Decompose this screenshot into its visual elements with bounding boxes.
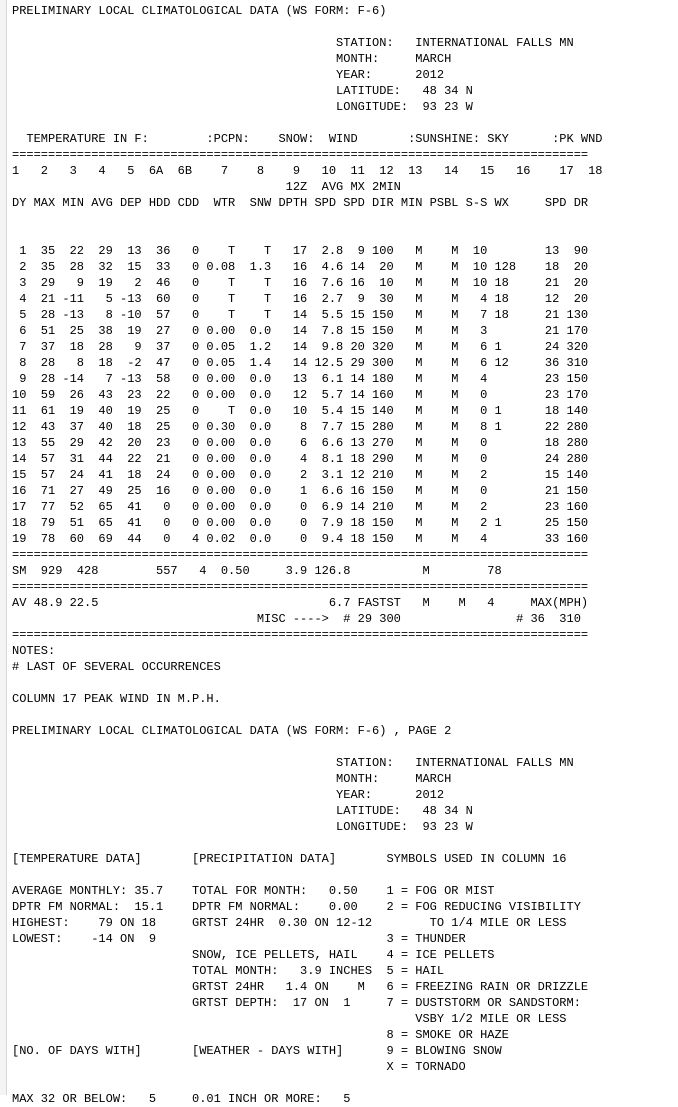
blank-line	[12, 227, 603, 243]
report-line: 11 61 19 40 19 25 0 T 0.0 10 5.4 15 140 M M 0 1 18 140	[12, 404, 589, 418]
report-line: TOTAL MONTH: 3.9 INCHES 5 = HAIL	[12, 964, 445, 978]
report-line: STATION: INTERNATIONAL FALLS MN	[12, 36, 574, 50]
report-line: 5 28 -13 8 -10 57 0 T T 14 5.5 15 150 M M 7 18 21 130	[12, 308, 589, 322]
report-line: 12 43 37 40 18 25 0 0.30 0.0 8 7.7 15 280 M M 8 1 22 280	[12, 420, 589, 434]
report-line: LONGITUDE: 93 23 W	[12, 820, 473, 834]
report-line: 10 59 26 43 23 22 0 0.00 0.0 12 5.7 14 160 M M 0 23 170	[12, 388, 589, 402]
blank-line	[12, 211, 603, 227]
report-line: GRTST 24HR 1.4 ON M 6 = FREEZING RAIN OR DRIZZLE	[12, 980, 589, 994]
report-line: AV 48.9 22.5 6.7 FASTST M M 4 MAX(MPH)	[12, 596, 589, 610]
report-line: 6 51 25 38 19 27 0 0.00 0.0 14 7.8 15 150 M M 3 21 170	[12, 324, 589, 338]
report-line: 9 28 -14 7 -13 58 0 0.00 0.0 13 6.1 14 180 M M 4 23 150	[12, 372, 589, 386]
blank-line	[12, 675, 603, 691]
report-line: ================================================================================	[12, 148, 589, 162]
blank-line	[12, 867, 603, 883]
report-line: YEAR: 2012	[12, 788, 445, 802]
report-line: [NO. OF DAYS WITH] [WEATHER - DAYS WITH] 9 = BLOWING SNOW	[12, 1044, 502, 1058]
report-line: 3 29 9 19 2 46 0 T T 16 7.6 16 10 M M 10 18 21 20	[12, 276, 589, 290]
report-line: STATION: INTERNATIONAL FALLS MN	[12, 756, 574, 770]
report-line: 2 35 28 32 15 33 0 0.08 1.3 16 4.6 14 20 M M 10 128 18 20	[12, 260, 589, 274]
report-line: # LAST OF SEVERAL OCCURRENCES	[12, 660, 221, 674]
report-line: 8 = SMOKE OR HAZE	[12, 1028, 509, 1042]
report-line: 18 79 51 65 41 0 0 0.00 0.0 0 7.9 18 150 M M 2 1 25 150	[12, 516, 589, 530]
report-line: PRELIMINARY LOCAL CLIMATOLOGICAL DATA (WS FORM: F-6) , PAGE 2	[12, 724, 452, 738]
report-line: HIGHEST: 79 ON 18 GRTST 24HR 0.30 ON 12-12 TO 1/4 MILE OR LESS	[12, 916, 567, 930]
report-line: MONTH: MARCH	[12, 772, 452, 786]
blank-line	[12, 707, 603, 723]
report-line: 8 28 8 18 -2 47 0 0.05 1.4 14 12.5 29 300 M M 6 12 36 310	[12, 356, 589, 370]
report-line: LATITUDE: 48 34 N	[12, 804, 473, 818]
report-line: SNOW, ICE PELLETS, HAIL 4 = ICE PELLETS	[12, 948, 495, 962]
climate-report-text	[12, 3, 603, 1107]
report-line: 1 2 3 4 5 6A 6B 7 8 9 10 11 12 13 14 15 16 17 18	[12, 164, 603, 178]
blank-line	[12, 835, 603, 851]
report-line: ================================================================================	[12, 580, 589, 594]
report-line: 12Z AVG MX 2MIN	[12, 180, 401, 194]
report-line: 4 21 -11 5 -13 60 0 T T 16 2.7 9 30 M M 4 18 12 20	[12, 292, 589, 306]
report-line: COLUMN 17 PEAK WIND IN M.P.H.	[12, 692, 221, 706]
report-line: YEAR: 2012	[12, 68, 445, 82]
report-line: GRTST DEPTH: 17 ON 1 7 = DUSTSTORM OR SANDSTORM:	[12, 996, 581, 1010]
blank-line	[12, 739, 603, 755]
report-line: [TEMPERATURE DATA] [PRECIPITATION DATA] SYMBOLS USED IN COLUMN 16	[12, 852, 567, 866]
report-line: ================================================================================	[12, 628, 589, 642]
report-line: DPTR FM NORMAL: 15.1 DPTR FM NORMAL: 0.00 2 = FOG REDUCING VISIBILITY	[12, 900, 581, 914]
blank-line	[12, 115, 603, 131]
report-line: 16 71 27 49 25 16 0 0.00 0.0 1 6.6 16 150 M M 0 21 150	[12, 484, 589, 498]
report-line: SM 929 428 557 4 0.50 3.9 126.8 M 78	[12, 564, 502, 578]
report-line: MISC ----> # 29 300 # 36 310	[12, 612, 581, 626]
report-line: 17 77 52 65 41 0 0 0.00 0.0 0 6.9 14 210 M M 2 23 160	[12, 500, 589, 514]
report-line: 15 57 24 41 18 24 0 0.00 0.0 2 3.1 12 210 M M 2 15 140	[12, 468, 589, 482]
report-line: ================================================================================	[12, 548, 589, 562]
blank-line	[12, 1075, 603, 1091]
report-line: MAX 32 OR BELOW: 5 0.01 INCH OR MORE: 5	[12, 1092, 351, 1106]
report-line: LATITUDE: 48 34 N	[12, 84, 473, 98]
report-line: MONTH: MARCH	[12, 52, 452, 66]
report-line: X = TORNADO	[12, 1060, 466, 1074]
report-line: 19 78 60 69 44 0 4 0.02 0.0 0 9.4 18 150 M M 4 33 160	[12, 532, 589, 546]
report-line: 1 35 22 29 13 36 0 T T 17 2.8 9 100 M M 10 13 90	[12, 244, 589, 258]
report-line: LONGITUDE: 93 23 W	[12, 100, 473, 114]
report-line: AVERAGE MONTHLY: 35.7 TOTAL FOR MONTH: 0.50 1 = FOG OR MIST	[12, 884, 495, 898]
report-line: PRELIMINARY LOCAL CLIMATOLOGICAL DATA (WS FORM: F-6)	[12, 4, 387, 18]
report-line: TEMPERATURE IN F: :PCPN: SNOW: WIND :SUNSHINE: SKY :PK WND	[12, 132, 603, 146]
report-line: DY MAX MIN AVG DEP HDD CDD WTR SNW DPTH SPD SPD DIR MIN PSBL S-S WX SPD DR	[12, 196, 589, 210]
blank-line	[12, 19, 603, 35]
report-line: 13 55 29 42 20 23 0 0.00 0.0 6 6.6 13 270 M M 0 18 280	[12, 436, 589, 450]
report-line: VSBY 1/2 MILE OR LESS	[12, 1012, 567, 1026]
report-line: 14 57 31 44 22 21 0 0.00 0.0 4 8.1 18 290 M M 0 24 280	[12, 452, 589, 466]
report-line: NOTES:	[12, 644, 56, 658]
window-left-border	[0, 0, 7, 1095]
report-line: 7 37 18 28 9 37 0 0.05 1.2 14 9.8 20 320 M M 6 1 24 320	[12, 340, 589, 354]
report-line: LOWEST: -14 ON 9 3 = THUNDER	[12, 932, 466, 946]
